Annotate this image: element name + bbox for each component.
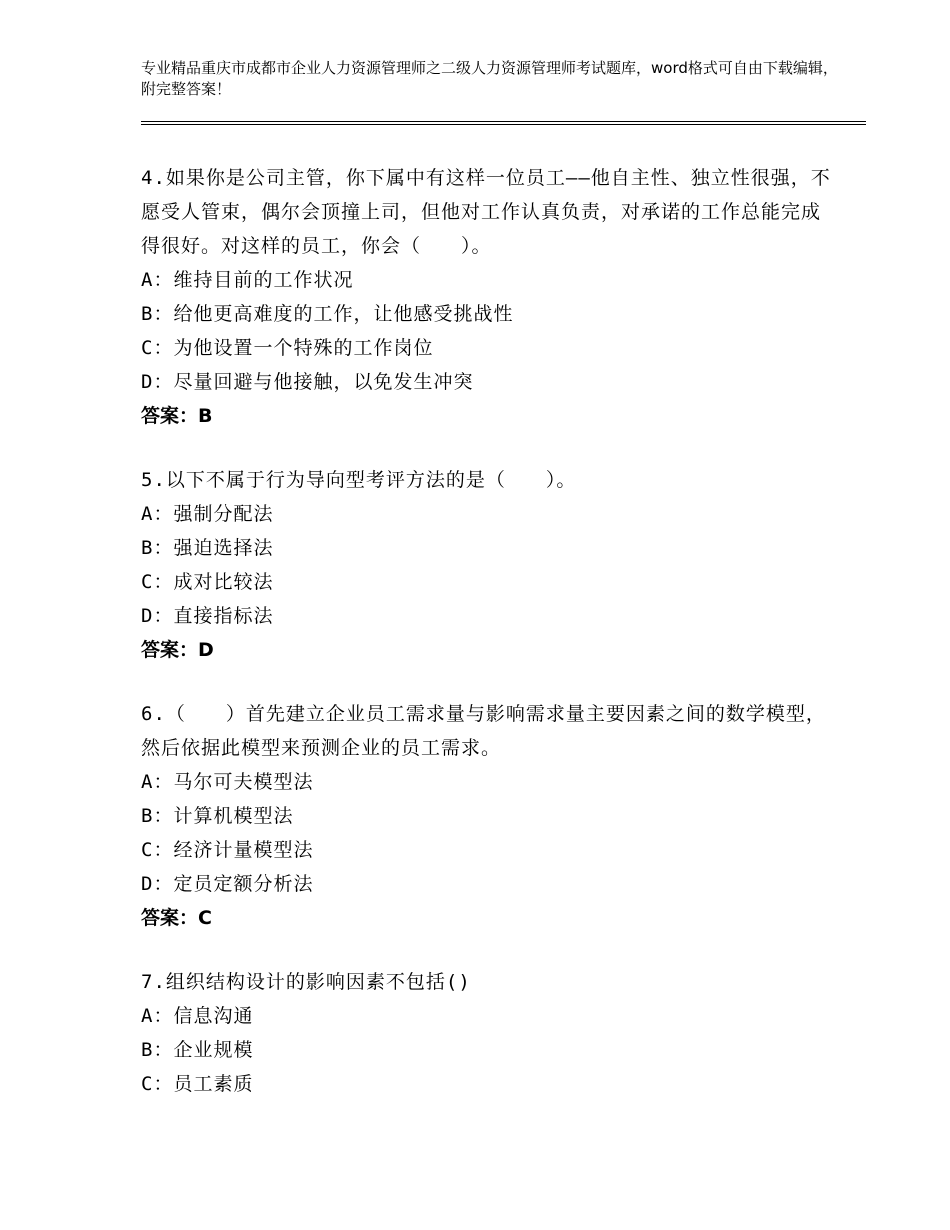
option-d: D：定员定额分析法 [141,873,314,895]
question-7 [141,965,831,1101]
option-d: D：直接指标法 [141,605,274,627]
question-list [141,161,831,1131]
question-stem: 7.组织结构设计的影响因素不包括() [141,971,471,993]
option-a: A：信息沟通 [141,1005,254,1027]
option-c: C：成对比较法 [141,571,274,593]
option-c: C：为他设置一个特殊的工作岗位 [141,337,434,359]
option-b: B：给他更高难度的工作，让他感受挑战性 [141,303,514,325]
option-b: B：企业规模 [141,1039,254,1061]
header-divider-bottom [141,124,866,125]
option-a: A：维持目前的工作状况 [141,269,354,291]
answer-label: 答案：D [141,639,214,661]
option-c: C：员工素质 [141,1073,254,1095]
question-4 [141,161,831,433]
question-stem: 4.如果你是公司主管，你下属中有这样一位员工——他自主性、独立性很强，不愿受人管束，偶尔会顶撞上司，但他对工作认真负责，对承诺的工作总能完成得很好。对这样的员工，你会（ ）。 [141,167,831,257]
question-stem: 5.以下不属于行为导向型考评方法的是（ ）。 [141,469,577,491]
document-header: 专业精品重庆市成都市企业人力资源管理师之二级人力资源管理师考试题库，word格式可自由下载编辑，附完整答案！ [141,59,838,98]
answer-label: 答案：C [141,907,212,929]
answer-label: 答案：B [141,405,213,427]
header-divider-top [141,121,866,122]
option-c: C：经济计量模型法 [141,839,314,861]
question-5 [141,463,831,667]
option-b: B：强迫选择法 [141,537,274,559]
option-b: B：计算机模型法 [141,805,294,827]
option-a: A：强制分配法 [141,503,274,525]
option-a: A：马尔可夫模型法 [141,771,314,793]
option-d: D：尽量回避与他接触，以免发生冲突 [141,371,474,393]
question-stem: 6.（ ）首先建立企业员工需求量与影响需求量主要因素之间的数学模型，然后依据此模型来预测企业的员工需求。 [141,703,826,759]
question-6 [141,697,831,935]
